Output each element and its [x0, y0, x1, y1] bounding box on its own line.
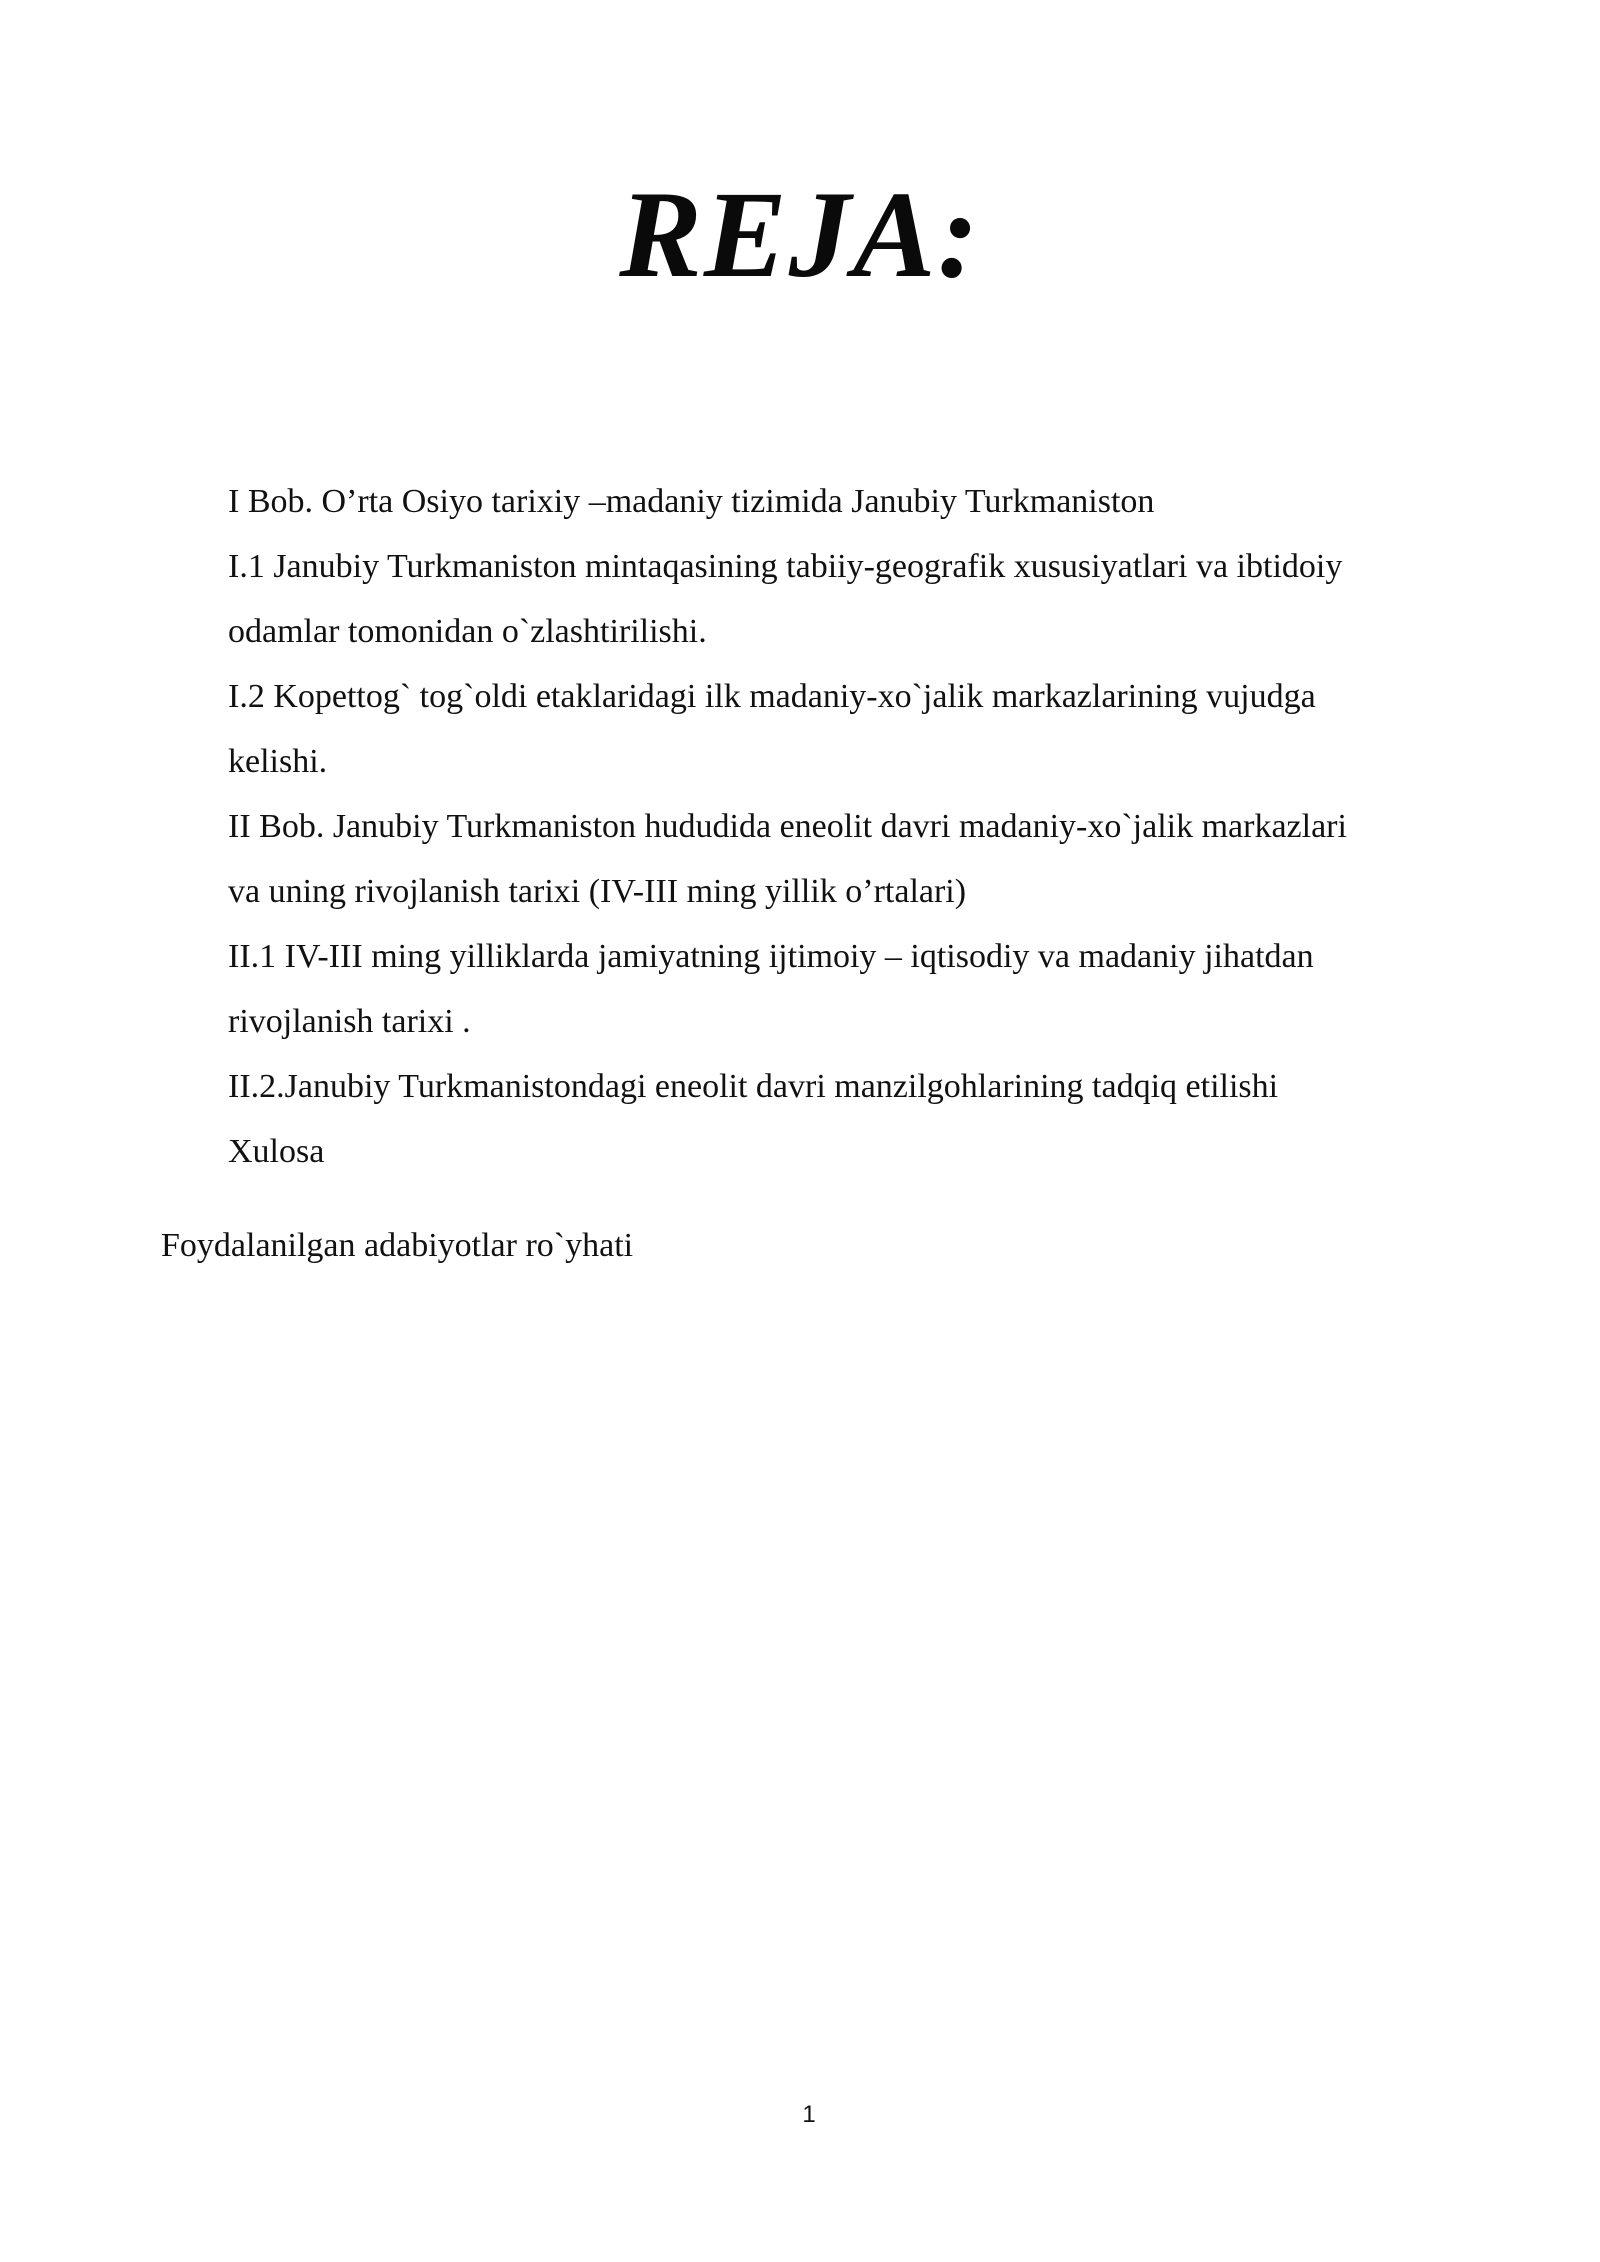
toc-line-section-1-2-cont: kelishi.	[228, 743, 328, 780]
toc-line-chapter-2-cont: va uning rivojlanish tarixi (IV-III ming yillik o’rtalari)	[228, 873, 967, 910]
page-number: 1	[802, 2101, 816, 2128]
bibliography-heading: Foydalanilgan adabiyotlar ro`yhati	[161, 1227, 634, 1264]
toc-line-conclusion: Xulosa	[228, 1133, 325, 1170]
toc-line-section-2-1: II.1 IV-III ming yilliklarda jamiyatning ijtimoiy – iqtisodiy va madaniy jihatdan	[228, 938, 1314, 975]
toc-line-section-1-1: I.1 Janubiy Turkmaniston mintaqasining tabiiy-geografik xususiyatlari va ibtidoiy	[228, 548, 1343, 585]
toc-line-section-1-1-cont: odamlar tomonidan o`zlashtirilishi.	[228, 613, 707, 650]
toc-line-chapter-2: II Bob. Janubiy Turkmaniston hududida eneolit davri madaniy-xo`jalik markazlari	[228, 808, 1347, 845]
page-title: REJA:	[619, 166, 981, 303]
table-of-contents	[228, 469, 1488, 1184]
toc-line-chapter-1: I Bob. O’rta Osiyo tarixiy –madaniy tizimida Janubiy Turkmaniston	[228, 483, 1155, 520]
toc-line-section-2-2: II.2.Janubiy Turkmanistondagi eneolit davri manzilgohlarining tadqiq etilishi	[228, 1068, 1279, 1105]
toc-line-section-2-1-cont: rivojlanish tarixi .	[228, 1003, 471, 1040]
toc-line-section-1-2: I.2 Kopettog` tog`oldi etaklaridagi ilk madaniy-xo`jalik markazlarining vujudga	[228, 678, 1316, 715]
